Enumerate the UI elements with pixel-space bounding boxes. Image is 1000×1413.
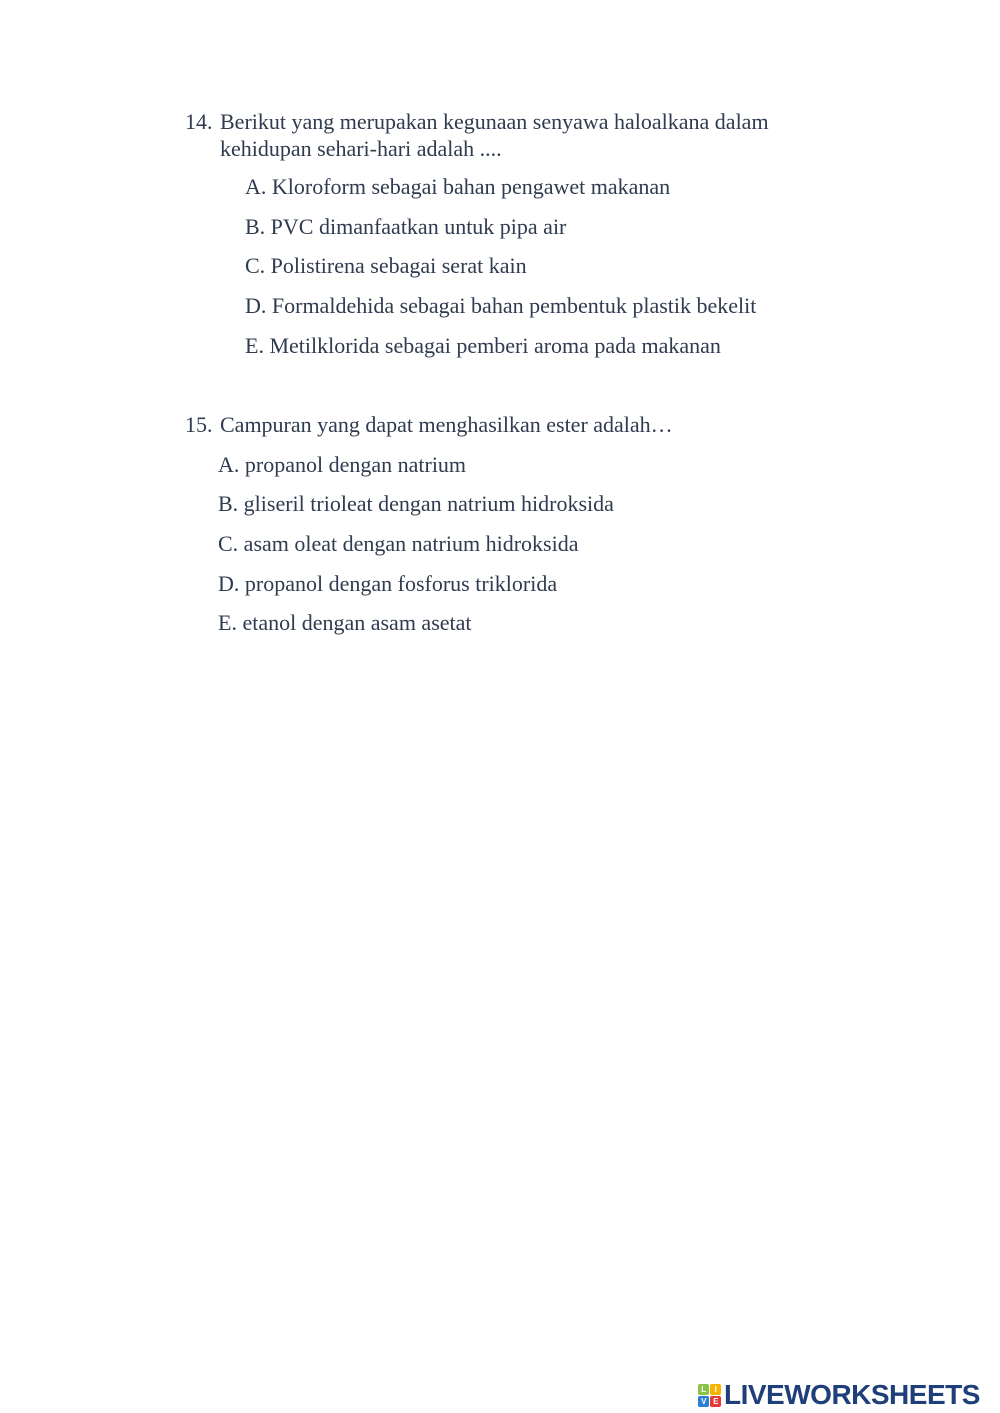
liveworksheets-logo bbox=[698, 1379, 980, 1411]
logo-blocks-icon: L I V E bbox=[698, 1384, 721, 1407]
option-d[interactable]: D. propanol dengan fosforus triklorida bbox=[218, 571, 558, 596]
logo-text: LIVEWORKSHEETS bbox=[724, 1379, 980, 1410]
option-c[interactable]: C. Polistirena sebagai serat kain bbox=[245, 253, 527, 278]
question-text: Berikut yang merupakan kegunaan senyawa haloalkana dalam bbox=[220, 109, 769, 134]
option-e[interactable]: E. Metilklorida sebagai pemberi aroma pada makanan bbox=[245, 333, 721, 358]
option-e[interactable]: E. etanol dengan asam asetat bbox=[218, 610, 472, 635]
question-number: 15. bbox=[185, 412, 213, 437]
question-text: kehidupan sehari-hari adalah .... bbox=[220, 136, 502, 161]
question-number: 14. bbox=[185, 109, 213, 134]
option-a[interactable]: A. propanol dengan natrium bbox=[218, 452, 467, 477]
question-text: Campuran yang dapat menghasilkan ester adalah… bbox=[220, 412, 673, 437]
option-c[interactable]: C. asam oleat dengan natrium hidroksida bbox=[218, 531, 579, 556]
option-b[interactable]: B. PVC dimanfaatkan untuk pipa air bbox=[245, 214, 567, 239]
option-d[interactable]: D. Formaldehida sebagai bahan pembentuk plastik bekelit bbox=[245, 293, 757, 318]
option-a[interactable]: A. Kloroform sebagai bahan pengawet makanan bbox=[245, 174, 671, 199]
option-b[interactable]: B. gliseril trioleat dengan natrium hidroksida bbox=[218, 491, 614, 516]
